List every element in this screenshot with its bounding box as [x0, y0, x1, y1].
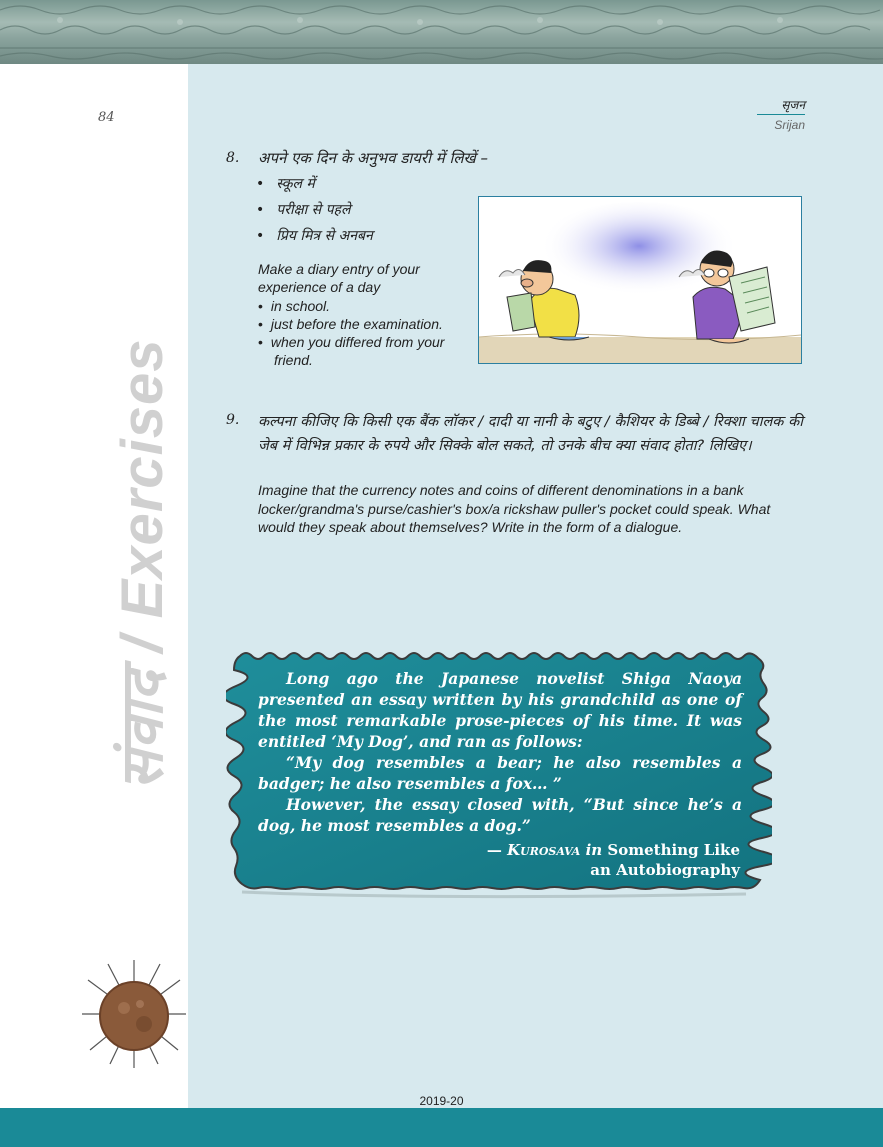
footer-year: 2019-20	[419, 1094, 464, 1108]
question-8-hindi: अपने एक दिन के अनुभव डायरी में लिखें –	[258, 149, 489, 167]
attribution-work-line-1: Something Like	[607, 841, 740, 859]
quote-paragraph: Long ago the Japanese novelist Shiga Naoya presented an essay written by his grandchild as one of the most remarkable prose-pieces of his time. It was entitled ‘My Dog’, and ran as follows:	[258, 669, 742, 751]
attribution-author: Kurosava	[507, 841, 581, 859]
quote-paragraph: “My dog resembles a bear; he also resembles a badger; he also resembles a fox… ”	[258, 753, 742, 793]
question-9-hindi: कल्पना कीजिए कि किसी एक बैंक लॉकर / दादी या नानी के बटुए / कैशियर के डिब्बे / रिक्शा चालक की जेब में विभिन्न प्रकार के रुपये और सिक्के बोल सकते, तो उनके बीच क्या संवाद होता? लिखिए।	[258, 414, 803, 454]
list-item: • just before the examination.	[258, 315, 468, 333]
sun-arrows-emblem	[78, 958, 190, 1070]
page-number: 84	[98, 110, 115, 125]
side-section-title: संवाद / Exercises	[110, 338, 175, 790]
quarrel-cartoon	[479, 197, 801, 363]
cartoon-illustration	[478, 196, 802, 364]
list-item: • परीक्षा से पहले	[256, 198, 373, 224]
footer-band	[0, 1108, 883, 1147]
running-header-hindi: सृजन	[781, 98, 805, 112]
question-number-8: 8.	[226, 150, 240, 166]
question-9-english: Imagine that the currency notes and coins of different denominations in a bank locker/grandma's purse/cashier's box/a rickshaw puller's pocket could speak. What would they speak about themselves? Write in the form of a dialogue.	[258, 482, 771, 535]
attribution-in: in	[585, 841, 603, 859]
list-item: • स्कूल में	[256, 172, 373, 198]
decorative-header-band	[0, 0, 883, 64]
question-8-english-list	[258, 297, 468, 369]
list-item: • in school.	[258, 297, 468, 315]
attribution-work-line-2: an Autobiography	[590, 861, 740, 879]
running-header-english: Srijan	[774, 118, 805, 132]
question-8-english: Make a diary entry of your experience of a day	[258, 261, 420, 295]
carved-border-pattern	[0, 0, 883, 64]
question-8-hindi-list	[256, 172, 373, 250]
list-item: • when you differed from your friend.	[258, 333, 468, 369]
attribution-dash: —	[486, 841, 502, 859]
question-number-9: 9.	[226, 412, 240, 428]
quote-paragraph: However, the essay closed with, “But since he’s a dog, he most resembles a dog.”	[258, 795, 742, 835]
quote-attribution	[420, 840, 740, 880]
quote-body	[258, 668, 742, 836]
list-item: • प्रिय मित्र से अनबन	[256, 224, 373, 250]
header-divider	[757, 114, 805, 115]
